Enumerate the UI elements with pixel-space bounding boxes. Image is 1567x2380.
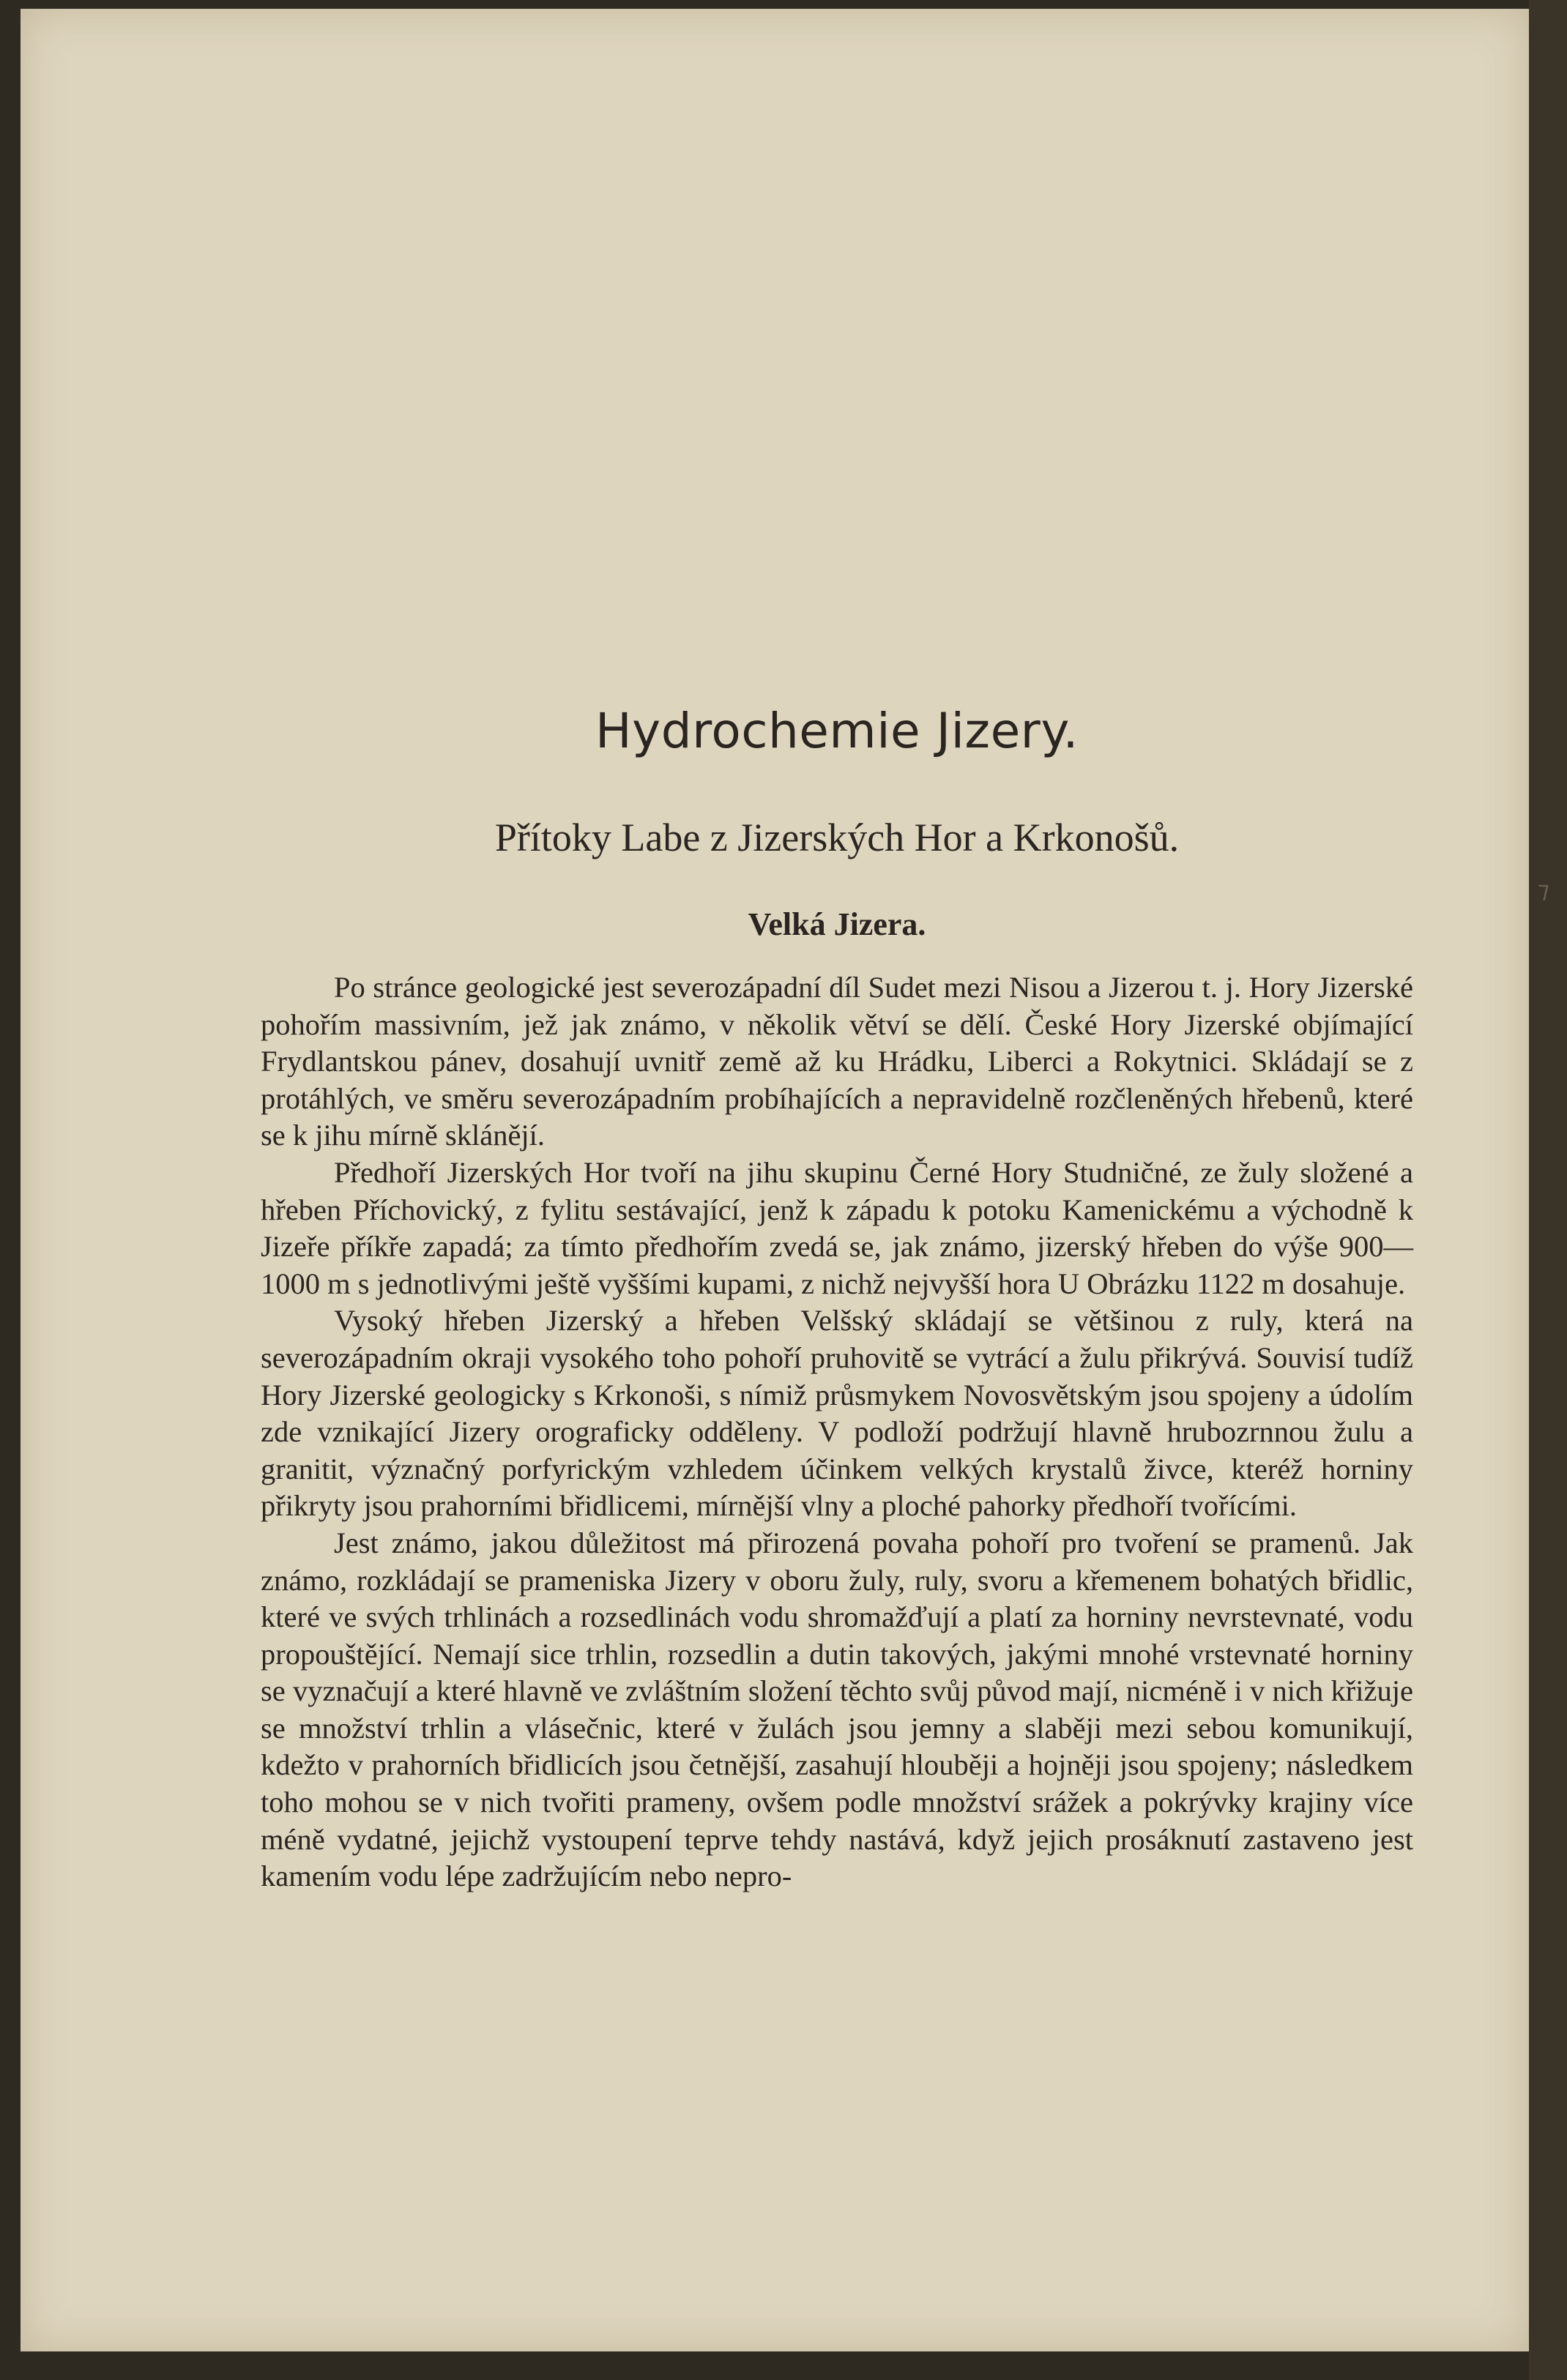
paragraph-3: Vysoký hřeben Jizerský a hřeben Velšský skládají se většinou z ruly, která na severozápadním okraji vysokého toho pohoří pruhovitě se vytrácí a žulu přikrývá. Souvisí tudíž Hory Jizerské geologicky s Krkonoši, s nímiž průsmykem Novosvětským jsou spojeny a údolím zde vznikající Jizery orograficky odděleny. V podloží podržují hlavně hrubozrnnou žulu a granitit, význačný porfyrickým vzhledem účinkem velkých krystalů živce, kteréž horniny přikryty jsou prahorními břidlicemi, mírnější vlny a ploché pahorky předhoří tvořícími. [261,1304,1413,1523]
paragraph-2: Předhoří Jizerských Hor tvoří na jihu skupinu Černé Hory Studničné, ze žuly složené a hřeben Příchovický, z fylitu sestávající, jenž k západu k potoku Kamenickému a východně k Jizeře příkře zapadá; za tímto předhořím zvedá se, jak známo, jizerský hřeben do výše 900—1000 m s jednotlivými ještě vyššími kupami, z nichž nejvyšší hora U Obrázku 1122 m dosahuje. [261,1155,1413,1300]
subsection-heading: Velká Jizera. [748,906,926,942]
page-title: Hydrochemie Jizery. [595,703,1079,759]
section-heading: Přítoky Labe z Jizerských Hor a Krkonošů. [494,816,1180,859]
margin-mark: ⁊ [1538,876,1549,903]
paragraph-4: Jest známo, jakou důležitost má přirozená povaha pohoří pro tvoření se pramenů. Jak známo, rozkládají se prameniska Jizery v oboru žuly, ruly, svoru a křemenem bohatých břidlic, které ve svých trhlinách a rozsedlinách vodu shromažďují a platí za horniny nevrstevnaté, vodu propouštějící. Nemají sice trhlin, rozsedlin a dutin takových, jakými mnohé vrstevnaté horniny se vyznačují a které hlavně ve zvláštním složení těchto svůj původ mají, nicméně i v nich křižuje se množství trhlin a vlásečnic, které v žulách jsou jemny a slaběji mezi sebou komunikují, kdežto v prahorních břidlicích jsou četnější, zasahují hlouběji a hojněji jsou spojeny; následkem toho mohou se v nich tvořiti prameny, ovšem podle množství srážek a pokrývky krajiny více méně vydatné, jejichž vystoupení teprve tehdy nastává, když jejich prosáknutí zastaveno jest kamením vodu lépe zadržujícím nebo nepro- [261,1526,1413,1893]
paragraph-1: Po stránce geologické jest severozápadní díl Sudet mezi Nisou a Jizerou t. j. Hory Jizerské pohořím massivním, jež jak známo, v několik větví se dělí. České Hory Jizerské objímající Frydlantskou pánev, dosahují uvnitř země až ku Hrádku, Liberci a Rokytnici. Skládají se z protáhlých, ve směru severozápadním probíhajících a nepravidelně rozčleněných hřebenů, které se k jihu mírně sklánějí. [261,971,1413,1152]
page-content [261,703,1413,1895]
scan-edge-strip [1529,0,1567,2380]
